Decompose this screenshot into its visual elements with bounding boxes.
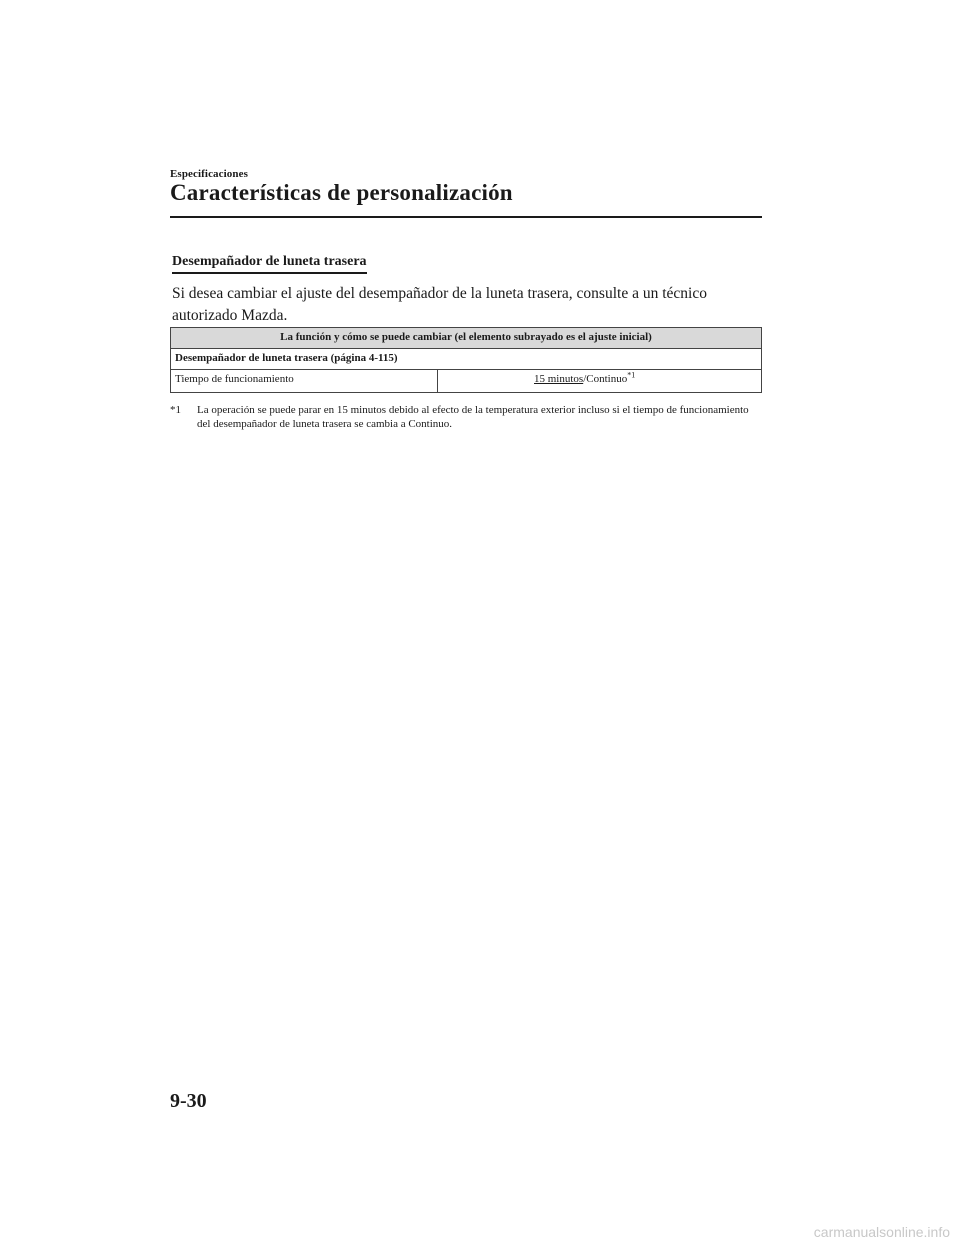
subsection-heading: Desempañador de luneta trasera [172,254,367,274]
value-separator: / [583,373,587,385]
table-header-row [171,328,762,349]
initial-value: 15 minutos [534,373,584,385]
table-group-row [171,349,762,370]
table-row [171,370,762,393]
footnote-marker: *1 [170,404,181,416]
option-value: Continuo [586,373,628,385]
settings-table [170,327,762,393]
watermark: carmanualsonline.info [813,1224,950,1240]
footnote-ref: *1 [627,370,636,380]
setting-value [438,370,762,393]
table-header-cell: La función y cómo se puede cambiar (el elemento subrayado es el ajuste inicial) [171,328,762,349]
page-title: Características de personalización [170,180,513,205]
footnote-text: La operación se puede parar en 15 minutos debido al efecto de la temperatura exterior incluso si el tiempo de funcionamiento del desempañador de luneta trasera se cambia a Continuo. [197,404,749,430]
section-label: Especificaciones [170,168,248,180]
setting-name: Tiempo de funcionamiento [171,370,438,393]
footnote [170,403,762,431]
body-paragraph: Si desea cambiar el ajuste del desempañador de la luneta trasera, consulte a un técnico autorizado Mazda. [172,285,707,324]
table-group-cell: Desempañador de luneta trasera (página 4-115) [171,349,762,370]
title-divider [170,216,762,218]
page-number: 9-30 [170,1090,207,1112]
